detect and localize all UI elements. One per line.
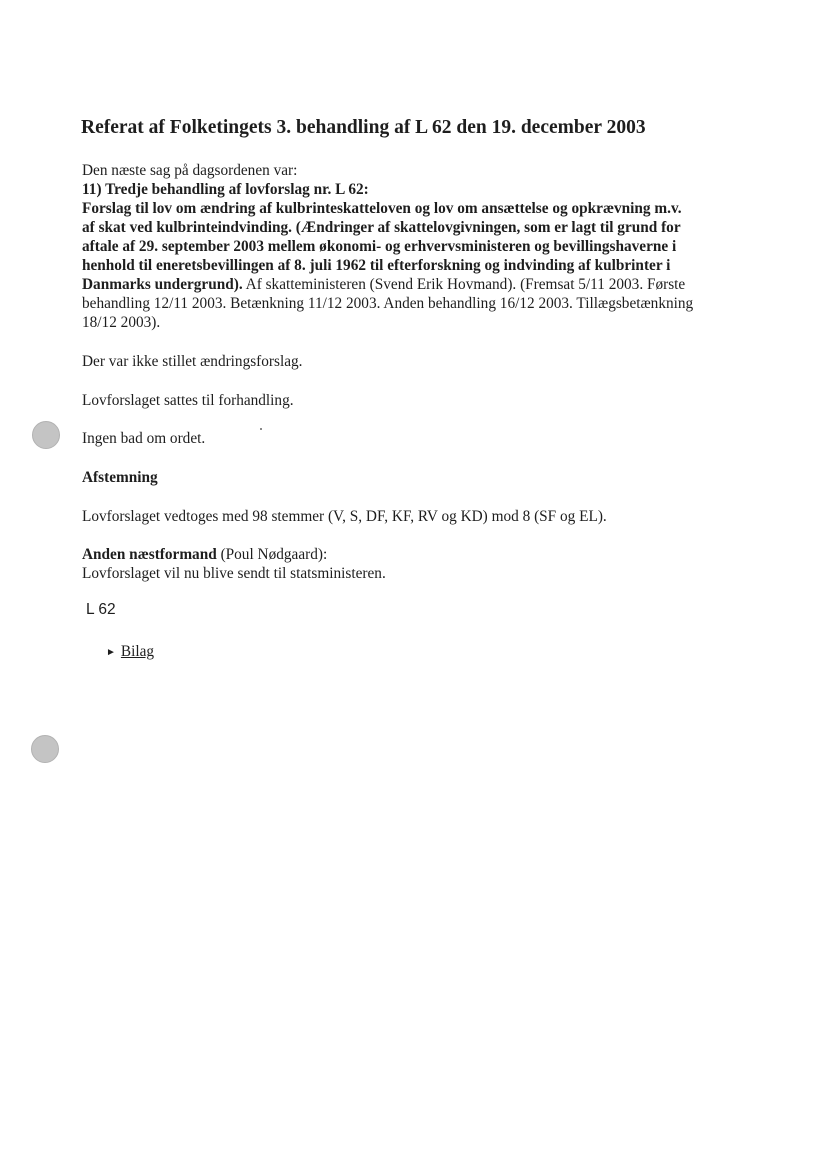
punch-hole-top (32, 421, 60, 449)
bill-reference: L 62 (86, 601, 116, 618)
closing-text: Lovforslaget vil nu blive sendt til statsministeren. (82, 565, 386, 582)
item-heading: 11) Tredje behandling af lovforslag nr. L 62: (82, 181, 369, 198)
scan-speck (260, 428, 262, 430)
bill-details-start: Af skatteministeren (Svend Erik Hovmand). (Fremsat 5/11 2003. Første (245, 276, 686, 293)
triangle-right-icon: ► (106, 647, 116, 658)
speaker-role: Anden næstformand (82, 546, 217, 563)
speaker-section (82, 545, 782, 583)
bill-title-last-line (82, 275, 782, 294)
vote-result-text: Lovforslaget vedtoges med 98 stemmer (V, S, DF, KF, RV og KD) mod 8 (SF og EL). (82, 508, 607, 525)
punch-hole-bottom (31, 735, 59, 763)
agenda-intro (82, 161, 782, 332)
bill-title-line: aftale af 29. september 2003 mellem økonomi- og erhvervsministeren og bevillingshaverne i (82, 238, 677, 255)
vote-heading: Afstemning (82, 469, 158, 486)
negotiation-text: Lovforslaget sattes til forhandling. (82, 392, 294, 409)
page-title: Referat af Folketingets 3. behandling af L 62 den 19. december 2003 (81, 117, 646, 138)
agenda-line: Den næste sag på dagsordenen var: (82, 162, 298, 179)
no-speakers-text: Ingen bad om ordet. (82, 430, 206, 447)
bill-details-line: 18/12 2003). (82, 314, 161, 331)
bill-title-line: henhold til eneretsbevillingen af 8. juli 1962 til efterforskning og indvinding af kulbrinter i (82, 257, 671, 274)
speaker-name: (Poul Nødgaard): (220, 546, 328, 563)
bill-title-line: Forslag til lov om ændring af kulbrinteskatteloven og lov om ansættelse og opkrævning m.v. (82, 200, 682, 217)
bill-details-line: behandling 12/11 2003. Betænkning 11/12 2003. Anden behandling 16/12 2003. Tillægsbetænkning (82, 295, 694, 312)
no-amendments-text: Der var ikke stillet ændringsforslag. (82, 353, 303, 370)
attachment-link[interactable]: Bilag (120, 643, 155, 660)
speaker-line (82, 545, 782, 564)
bill-title-end: Danmarks undergrund). (82, 276, 243, 293)
bill-title-line: af skat ved kulbrinteindvinding. (Ændringer af skattelovgivningen, som er lagt til grund for (82, 219, 681, 236)
attachment-item[interactable] (106, 643, 154, 661)
